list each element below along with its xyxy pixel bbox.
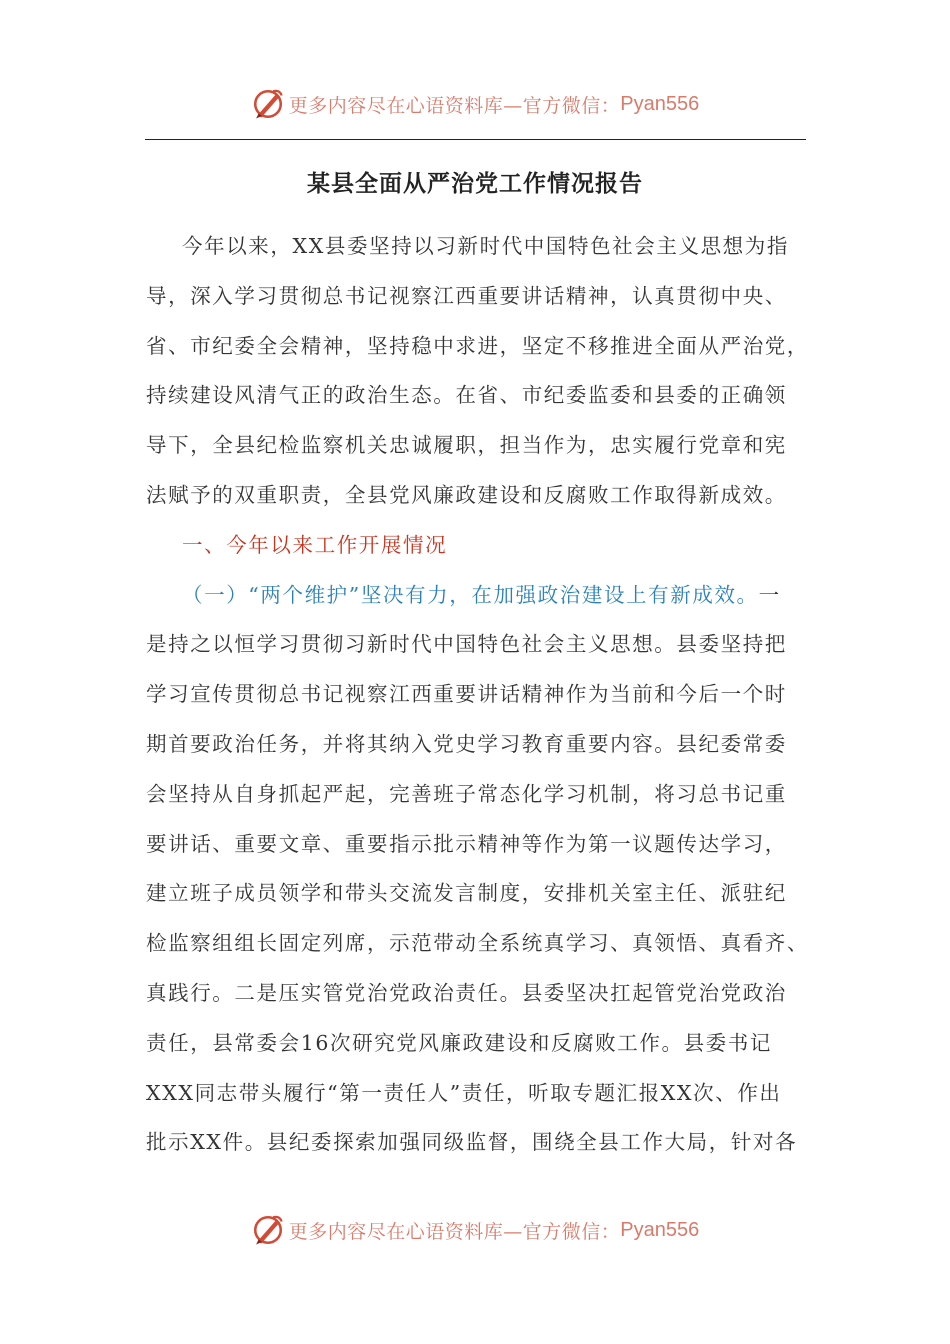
subsection-heading: （一）“两个维护”坚决有力，在加强政治建设上有新成效。	[182, 582, 759, 607]
body-line: 导，深入学习贯彻总书记视察江西重要讲话精神，认真贯彻中央、	[146, 283, 787, 308]
watermark-text: 更多内容尽在心语资料库—官方微信：	[288, 1220, 621, 1243]
document-body	[146, 228, 826, 1174]
watermark-wechat-id: Pyan556	[620, 1218, 700, 1241]
body-line: 学习宣传贯彻总书记视察江西重要讲话精神作为当前和今后一个时	[146, 682, 787, 707]
body-line: 省、市纪委全会精神，坚持稳中求进，坚定不移推进全面从严治党，	[146, 333, 809, 358]
body-line: 批示XX件。县纪委探索加强同级监督，围绕全县工作大局，针对各	[146, 1130, 798, 1155]
body-line: 持续建设风清气正的政治生态。在省、市纪委监委和县委的正确领	[146, 383, 787, 408]
watermark-wechat-id: Pyan556	[620, 92, 700, 115]
watermark-banner-bottom	[0, 1210, 950, 1250]
body-line: 导下，全县纪检监察机关忠诚履职，担当作为，忠实履行党章和宪	[146, 433, 787, 458]
body-line: XXX同志带头履行“第一责任人”责任，听取专题汇报XX次、作出	[146, 1080, 782, 1105]
body-line: 检监察组组长固定列席，示范带动全系统真学习、真领悟、真看齐、	[146, 931, 809, 956]
pen-logo-icon	[251, 1213, 285, 1247]
body-line: 期首要政治任务，并将其纳入党史学习教育重要内容。县纪委常委	[146, 731, 787, 756]
body-line: 今年以来，XX县委坚持以习新时代中国特色社会主义思想为指	[182, 234, 789, 258]
subsection-line	[146, 577, 826, 627]
body-line: 真践行。二是压实管党治党政治责任。县委坚决扛起管党治党政治	[146, 980, 787, 1005]
watermark-text: 更多内容尽在心语资料库—官方微信：	[288, 94, 621, 117]
body-line: 建立班子成员领学和带头交流发言制度，安排机关室主任、派驻纪	[146, 881, 787, 906]
document-title: 某县全面从严治党工作情况报告	[307, 170, 643, 197]
watermark-banner-top	[0, 84, 950, 124]
body-line: 法赋予的双重职责，全县党风廉政建设和反腐败工作取得新成效。	[146, 482, 787, 507]
body-line: 会坚持从自身抓起严起，完善班子常态化学习机制，将习总书记重	[146, 781, 787, 806]
section-heading: 一、今年以来工作开展情况	[182, 532, 448, 557]
pen-logo-icon	[251, 87, 285, 121]
body-line: 是持之以恒学习贯彻习新时代中国特色社会主义思想。县委坚持把	[146, 632, 787, 657]
body-line: 责任，县常委会16次研究党风廉政建设和反腐败工作。县委书记	[146, 1030, 772, 1055]
body-line: 要讲话、重要文章、重要指示批示精神等作为第一议题传达学习，	[146, 831, 787, 856]
header-divider	[145, 139, 806, 140]
body-text-span: 一	[758, 582, 781, 607]
